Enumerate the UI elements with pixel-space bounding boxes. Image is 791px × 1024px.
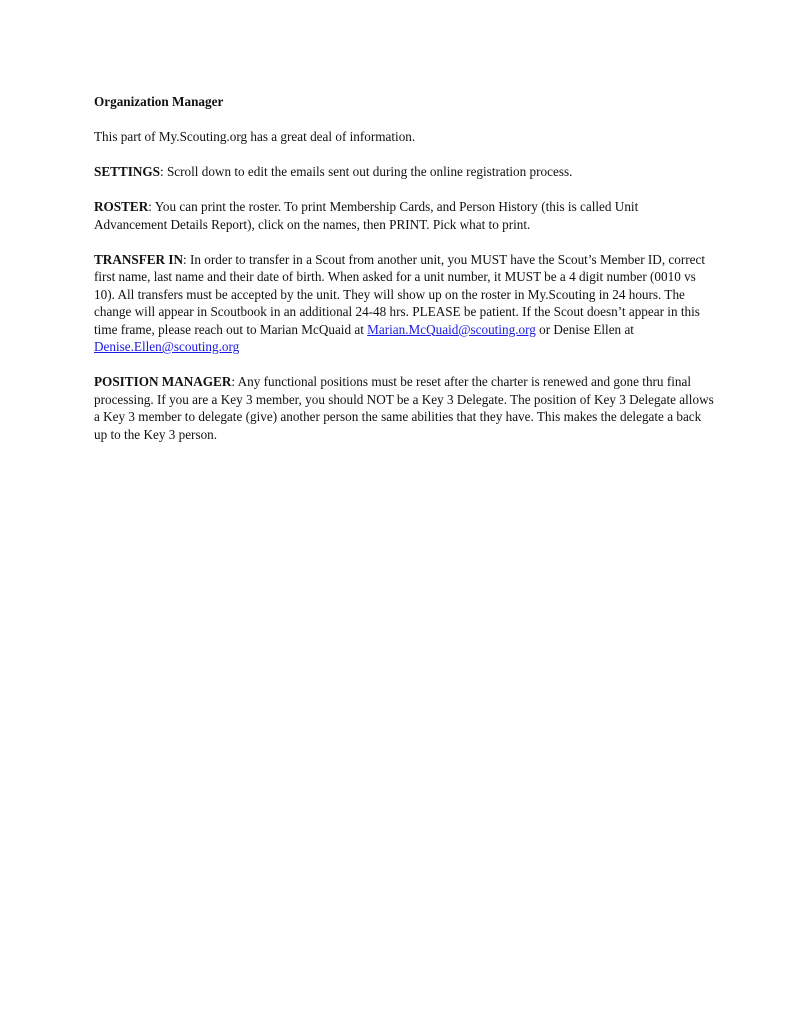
position-manager-paragraph: [94, 373, 714, 443]
page-title: Organization Manager: [94, 94, 224, 109]
transfer-in-paragraph: [94, 251, 714, 356]
roster-text: : You can print the roster. To print Membership Cards, and Person History (this is called Unit Advancement Details Report), click on the names, then PRINT. Pick what to print.: [94, 199, 639, 232]
roster-paragraph: [94, 198, 714, 233]
document-body: [94, 93, 714, 461]
email-link-denise[interactable]: Denise.Ellen@scouting.org: [94, 339, 240, 354]
transfer-in-middle-text: or Denise Ellen at: [535, 321, 634, 337]
intro-paragraph: This part of My.Scouting.org has a great deal of information.: [94, 129, 416, 144]
roster-label: ROSTER: [94, 199, 149, 214]
position-manager-text: : Any functional positions must be reset after the charter is renewed and gone thru final processing. If you are a Key 3 member, you should NOT be a Key 3 Delegate. The position of Key 3 Delegate allows a Key 3 member to delegate (give) another person the same abilities that they have. This makes the delegate a back up to the Key 3 person.: [94, 374, 714, 442]
email-link-marian[interactable]: Marian.McQuaid@scouting.org: [367, 321, 536, 337]
settings-paragraph: [94, 163, 714, 181]
position-manager-label: POSITION MANAGER: [94, 374, 232, 389]
transfer-in-label: TRANSFER IN: [94, 251, 184, 267]
settings-label: SETTINGS: [94, 164, 160, 179]
transfer-in-text: : In order to transfer in a Scout from another unit, you MUST have the Scout’s Member ID, correct first name, last name and their date of birth. When asked for a unit number, it MUST be a 4 digit number (0010 vs 10). All transfers must be accepted by the unit. They will show up on the roster in My.Scouting in 24 hours. The change will appear in Scoutbook in an additional 24-48 hrs. PLEASE be patient. If the Scout doesn’t appear in this time frame, please reach out to Marian McQuaid at: [94, 251, 706, 337]
settings-text: : Scroll down to edit the emails sent out during the online registration process.: [159, 164, 573, 179]
